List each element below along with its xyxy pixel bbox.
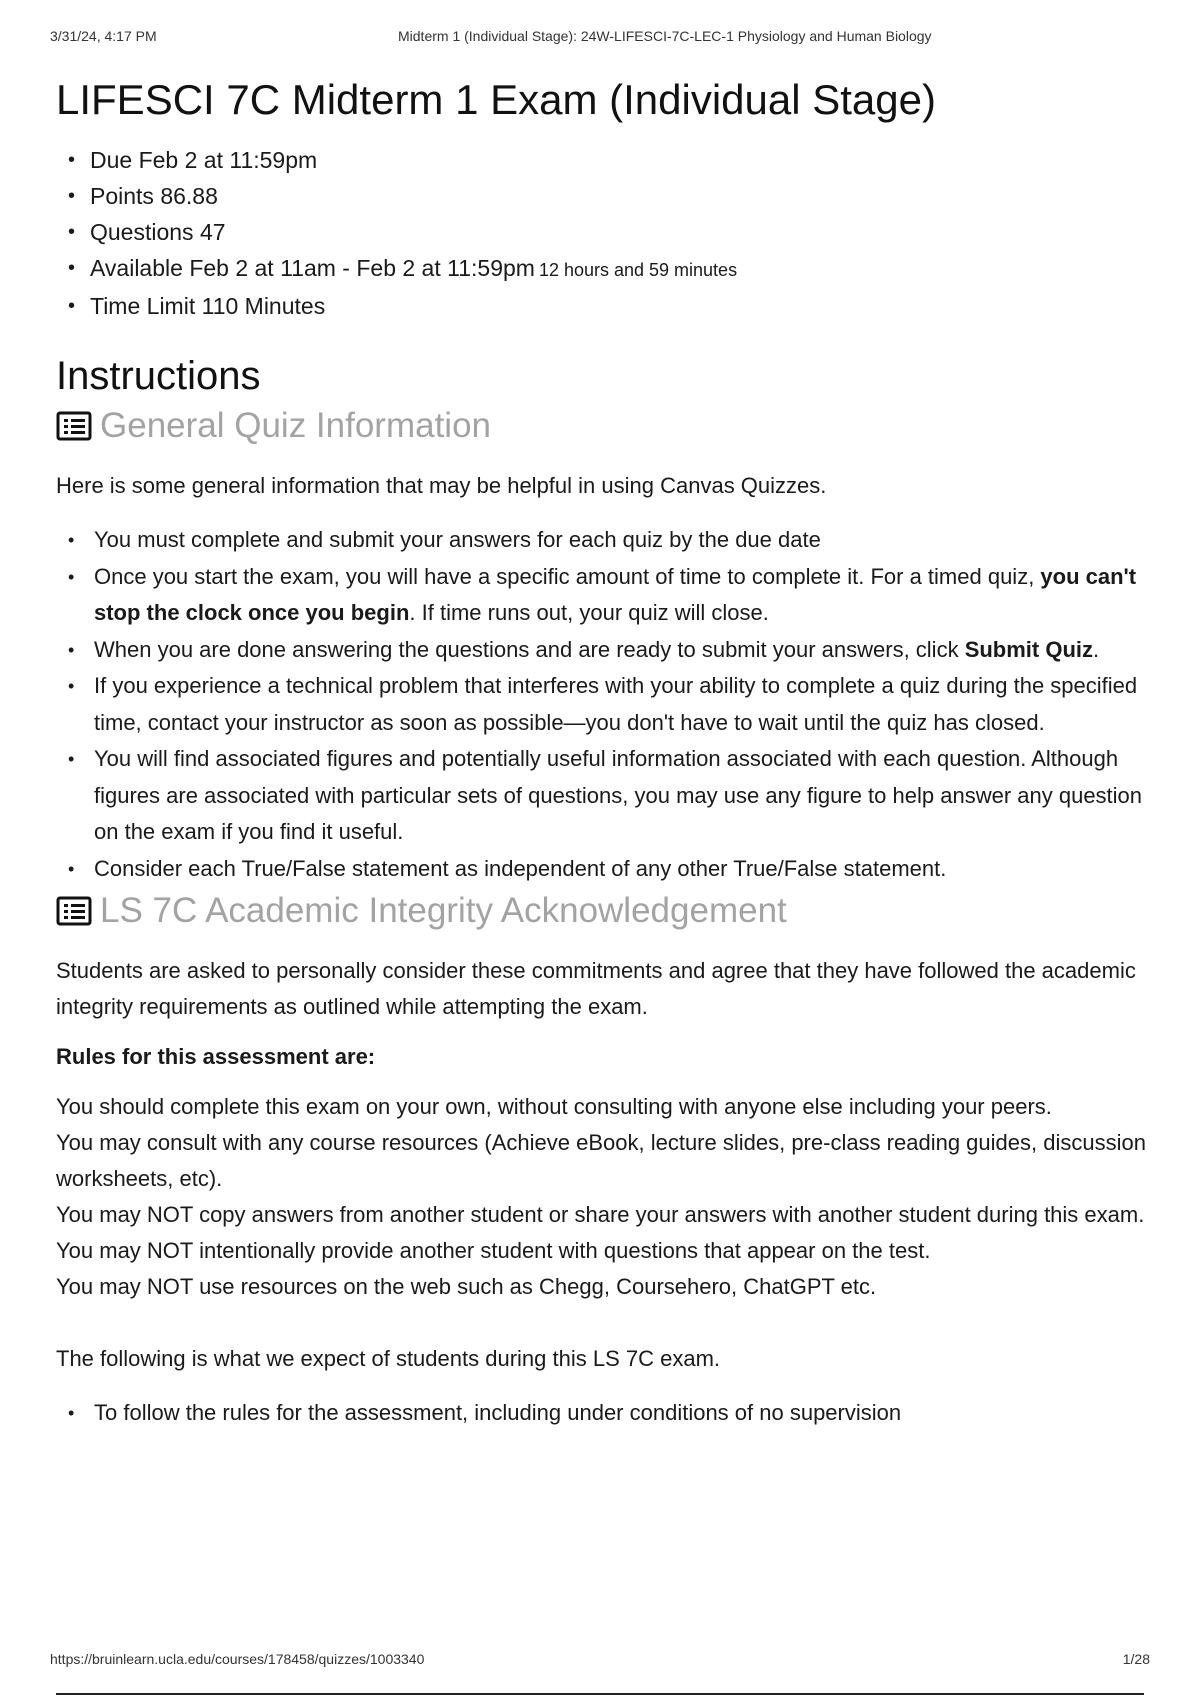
list-item-text: Once you start the exam, you will have a specific amount of time to complete it. For a timed quiz, bbox=[94, 563, 1041, 589]
list-item: • Consider each True/False statement as independent of any other True/False statement. bbox=[56, 851, 1156, 888]
rule-text: You may NOT use resources on the web such as Chegg, Coursehero, ChatGPT etc. bbox=[56, 1274, 877, 1299]
general-info-intro: Here is some general information that may be helpful in using Canvas Quizzes. bbox=[56, 473, 827, 498]
rule-text: You should complete this exam on your own, without consulting with anyone else including your peers. bbox=[56, 1094, 1052, 1119]
expectations-list bbox=[56, 1395, 1156, 1432]
meta-due-label: Due bbox=[90, 147, 133, 173]
meta-time-limit-value: 110 Minutes bbox=[201, 293, 326, 319]
meta-questions-label: Questions bbox=[90, 219, 194, 245]
list-item: • If you experience a technical problem that interferes with your ability to complete a quiz during the specified time, contact your instructor as soon as possible—you don't have to wait until the quiz has closed. bbox=[56, 668, 1156, 741]
list-item: • You must complete and submit your answers for each quiz by the due date bbox=[56, 522, 1156, 559]
meta-available bbox=[56, 250, 1156, 288]
meta-points-value: 86.88 bbox=[160, 183, 218, 209]
meta-time-limit bbox=[56, 288, 1156, 324]
print-date: 3/31/24, 4:17 PM bbox=[50, 28, 157, 44]
rule-text: You may NOT copy answers from another student or share your answers with another student during this exam. bbox=[56, 1202, 1145, 1227]
rule-text: You may NOT intentionally provide another student with questions that appear on the test. bbox=[56, 1238, 931, 1263]
list-item-bold: Submit Quiz bbox=[964, 636, 1094, 662]
meta-due bbox=[56, 142, 1156, 178]
print-url: https://bruinlearn.ucla.edu/courses/178458/quizzes/1003340 bbox=[50, 1651, 425, 1667]
general-info-list bbox=[56, 522, 1156, 887]
meta-time-limit-label: Time Limit bbox=[90, 293, 196, 319]
meta-points-label: Points bbox=[90, 183, 154, 209]
quiz-content bbox=[56, 72, 1156, 1432]
meta-questions bbox=[56, 214, 1156, 250]
rule-text: You may consult with any course resources (Achieve eBook, lecture slides, pre-class reading guides, discussion worksheets, etc). bbox=[56, 1130, 1146, 1191]
general-info-heading bbox=[56, 402, 1156, 450]
list-item: • You will find associated figures and potentially useful information associated with each question. Although figures are associated with particular sets of questions, you may use any figure to help answer any question on the exam if you find it useful. bbox=[56, 741, 1156, 851]
meta-available-label: Available bbox=[90, 255, 183, 281]
general-info-heading-text: General Quiz Information bbox=[100, 406, 492, 445]
quiz-meta-list bbox=[56, 142, 1156, 324]
rules-block bbox=[56, 1089, 1156, 1305]
print-footer bbox=[50, 1651, 1150, 1671]
list-item: • To follow the rules for the assessment, including under conditions of no supervision bbox=[56, 1395, 1156, 1432]
meta-due-value: Feb 2 at 11:59pm bbox=[138, 147, 318, 173]
meta-available-duration: 12 hours and 59 minutes bbox=[538, 260, 738, 280]
integrity-intro: Students are asked to personally consider these commitments and agree that they have followed the academic integrity requirements as outlined while attempting the exam. bbox=[56, 958, 1136, 1019]
print-document-title: Midterm 1 (Individual Stage): 24W-LIFESCI-7C-LEC-1 Physiology and Human Biology bbox=[398, 28, 932, 44]
list-item-text: . If time runs out, your quiz will close. bbox=[409, 600, 769, 625]
list-icon bbox=[56, 896, 92, 926]
list-item bbox=[56, 632, 1156, 669]
academic-integrity-heading-text: LS 7C Academic Integrity Acknowledgement bbox=[100, 891, 787, 930]
list-item bbox=[56, 559, 1156, 632]
page-title: LIFESCI 7C Midterm 1 Exam (Individual Stage) bbox=[56, 76, 936, 123]
meta-questions-value: 47 bbox=[199, 219, 226, 245]
print-header bbox=[50, 28, 1160, 48]
list-icon bbox=[56, 411, 92, 441]
list-item-text: When you are done answering the questions and are ready to submit your answers, click bbox=[94, 636, 965, 662]
list-item-bold: you can't stop the clock once you begin bbox=[94, 563, 1137, 625]
page-number: 1/28 bbox=[1122, 1651, 1150, 1667]
footer-divider bbox=[56, 1693, 1144, 1695]
meta-available-value: Feb 2 at 11am - Feb 2 at 11:59pm bbox=[189, 255, 535, 281]
meta-points bbox=[56, 178, 1156, 214]
rules-title: Rules for this assessment are: bbox=[56, 1044, 376, 1069]
academic-integrity-heading bbox=[56, 887, 1156, 935]
spacer bbox=[56, 1305, 1156, 1341]
list-item-text: . bbox=[1093, 636, 1100, 662]
instructions-heading: Instructions bbox=[56, 354, 261, 398]
expectations-intro: The following is what we expect of students during this LS 7C exam. bbox=[56, 1346, 721, 1371]
